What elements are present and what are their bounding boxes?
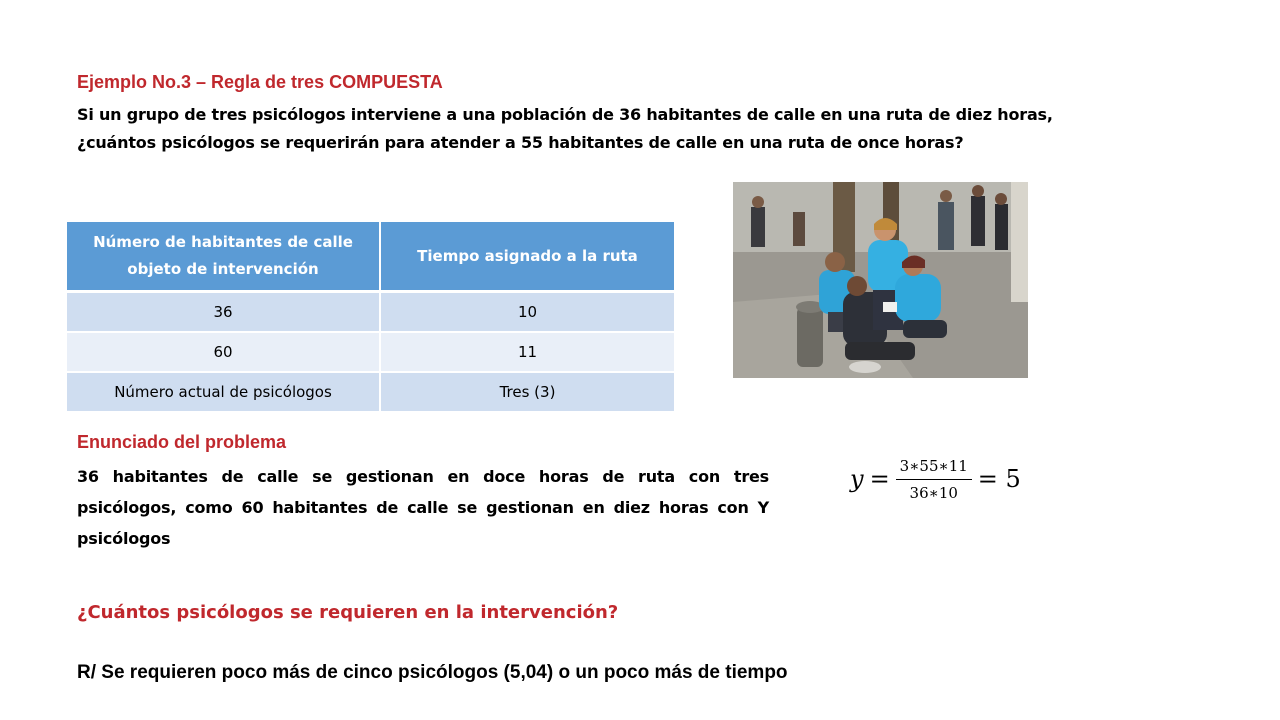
problem-intro bbox=[77, 101, 1187, 157]
table-cell: 11 bbox=[380, 332, 674, 372]
table-cell: Número actual de psicólogos bbox=[67, 372, 380, 412]
table-cell: 60 bbox=[67, 332, 380, 372]
table-header-habitantes: Número de habitantes de calle objeto de intervención bbox=[67, 222, 380, 292]
formula-equals: = bbox=[869, 465, 890, 493]
table-row bbox=[67, 372, 674, 412]
formula-numerator: 3∗55∗11 bbox=[896, 457, 972, 480]
table-row bbox=[67, 332, 674, 372]
section-subtitle: Enunciado del problema bbox=[77, 432, 287, 452]
data-table bbox=[67, 222, 674, 413]
formula-result: = 5 bbox=[977, 465, 1021, 493]
slide-title: Ejemplo No.3 – Regla de tres COMPUESTA bbox=[77, 72, 443, 92]
table-cell: 10 bbox=[380, 292, 674, 333]
intro-line-1: Si un grupo de tres psicólogos interviene a una población de 36 habitantes de calle en una ruta de diez horas, bbox=[77, 105, 1053, 124]
table-cell: 36 bbox=[67, 292, 380, 333]
table-cell: Tres (3) bbox=[380, 372, 674, 412]
intro-line-2: ¿cuántos psicólogos se requerirán para atender a 55 habitantes de calle en una ruta de once horas? bbox=[77, 133, 964, 152]
question-text: ¿Cuántos psicólogos se requieren en la intervención? bbox=[77, 602, 619, 623]
formula-fraction bbox=[896, 457, 972, 502]
street-intervention-photo bbox=[733, 182, 1028, 378]
problem-statement: 36 habitantes de calle se gestionan en doce horas de ruta con tres psicólogos, como 60 habitantes de calle se gestionan en diez horas con Y psicólogos bbox=[77, 467, 769, 548]
table-header-tiempo: Tiempo asignado a la ruta bbox=[380, 222, 674, 292]
answer-text: R/ Se requieren poco más de cinco psicólogos (5,04) o un poco más de tiempo bbox=[77, 662, 788, 683]
formula-variable: y bbox=[850, 465, 864, 493]
table-row bbox=[67, 292, 674, 333]
formula bbox=[850, 448, 1027, 510]
table-header-row bbox=[67, 222, 674, 292]
formula-denominator: 36∗10 bbox=[909, 483, 958, 502]
